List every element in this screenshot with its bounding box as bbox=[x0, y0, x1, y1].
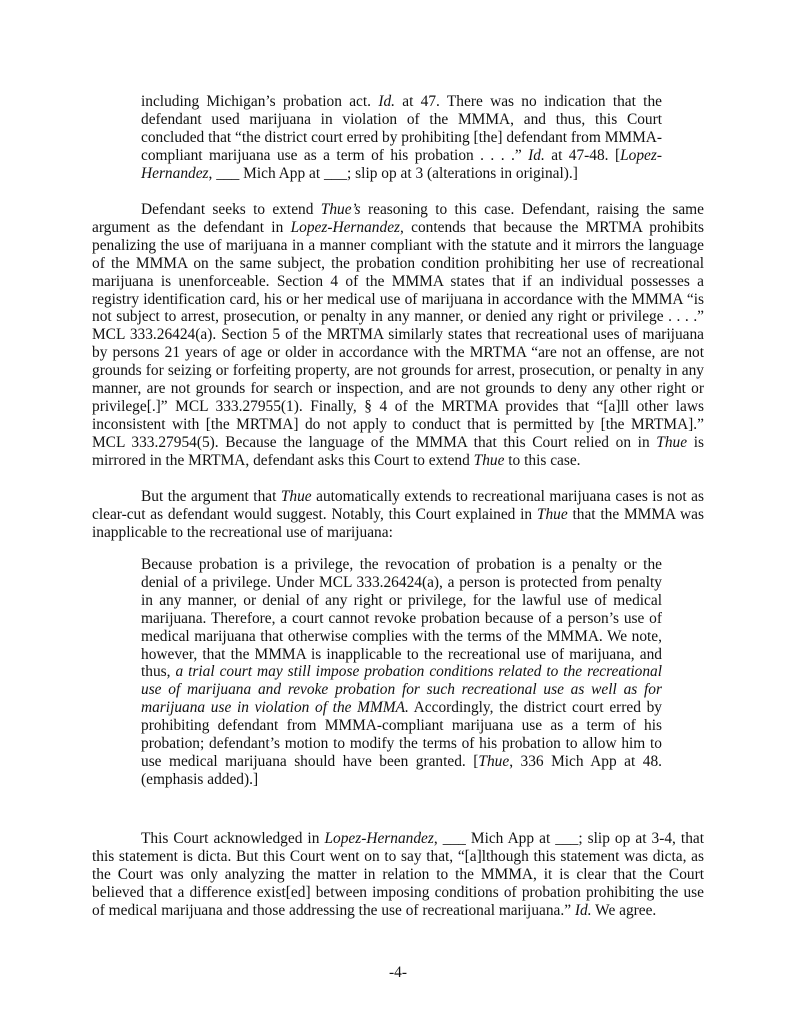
text-run: But the argument that bbox=[141, 488, 281, 505]
italic-text-run: a trial court may still impose probation conditions related to the recreational use of marijuana and revoke probation for such recreational use as well as for marijuana use in violation of the MMMA. bbox=[141, 663, 663, 717]
text-run: that the MMMA was inapplicable to the recreational use of marijuana: bbox=[92, 505, 704, 541]
text-run: is mirrored in the MRTMA, defendant asks this Court to extend bbox=[92, 433, 704, 469]
text-run: This Court acknowledged in bbox=[141, 830, 325, 847]
italic-text-run: Id. bbox=[378, 93, 395, 110]
paragraph-text bbox=[92, 201, 704, 470]
italic-text-run: Thue bbox=[656, 433, 688, 451]
paragraph-text bbox=[92, 488, 704, 542]
quote-paragraph bbox=[141, 556, 662, 789]
italic-text-run: Thue bbox=[280, 488, 312, 505]
text-run: at 47-48. [ bbox=[544, 146, 621, 164]
italic-text-run: Thue’s bbox=[320, 201, 361, 218]
block-quote-lopez-hernandez bbox=[141, 93, 662, 183]
italic-text-run: Thue bbox=[536, 505, 568, 523]
text-run: reasoning to this case. Defendant, raising the same argument as the defendant in bbox=[92, 201, 704, 236]
page-number: -4- bbox=[389, 964, 407, 981]
italic-text-run: Lopez-Hernandez bbox=[290, 218, 401, 236]
italic-text-run: Id. bbox=[528, 146, 545, 164]
text-run: Defendant seeks to extend bbox=[141, 201, 321, 218]
text-run: , contends that because the MRTMA prohibits penalizing the use of marijuana in a manner compliant with the statute and it mirrors the language of the MMMA on the same subject, the probation condition prohibiting her use of recreational marijuana is unenforceable. Section 4 of the MMMA states that if an individual possesses a registry identification card, his or her medical use of marijuana in accordance with the MMMA “is not subject to arrest, prosecution, or penalty in any manner, or denied any right or privilege . . . .” MCL 333.26424(a). Section 5 of the MRTMA similarly states that recreational uses of marijuana by persons 21 years of age or older in accordance with the MRTMA “are not an offense, are not grounds for seizing or forfeiting property, are not grounds for arrest, prosecution, or penalty in any manner, are not grounds for search or inspection, and are not grounds to deny any other right or privilege[.]” MCL 333.27955(1). Finally, § 4 of the MRTMA provides that “[a]ll other laws inconsistent with [the MRTMA] do not apply to conduct that is permitted by [the MRTMA].” MCL 333.27954(5). Because the language of the MMMA that this Court relied on in bbox=[92, 218, 705, 451]
italic-text-run: Lopez-Hernandez bbox=[324, 830, 434, 847]
italic-text-run: Thue bbox=[473, 451, 505, 469]
body-paragraph-3 bbox=[92, 830, 704, 920]
paragraph-text bbox=[92, 830, 704, 920]
text-run: automatically extends to recreational marijuana cases is not as clear-cut as defendant would suggest. Notably, this Court explained in bbox=[92, 488, 704, 523]
quote-paragraph bbox=[141, 93, 662, 183]
text-run: We agree. bbox=[591, 901, 657, 919]
text-run: including Michigan’s probation act. bbox=[141, 93, 379, 110]
text-run: , ___ Mich App at ___; slip op at 3 (alterations in original).] bbox=[208, 164, 578, 182]
text-run: , 336 Mich App at 48. (emphasis added).] bbox=[141, 752, 662, 788]
text-run: , ___ Mich App at ___; slip op at 3-4, that this statement is dicta. But this Court went on to say that, “[a]lthough this statement was dicta, as the Court was only analyzing the matter in relation to the MMMA, it is clear that the Court believed that a difference exist[ed] between imposing conditions of probation prohibiting the use of medical marijuana and those addressing the use of recreational marijuana.” bbox=[92, 830, 704, 919]
text-run: to this case. bbox=[504, 451, 581, 469]
italic-text-run: Lopez-Hernandez bbox=[141, 146, 662, 182]
text-run: Accordingly, the district court erred by prohibiting defendant from MMMA-compliant marijuana use as a term of his probation; defendant’s motion to modify the terms of his probation to allow him to use medical marijuana should have been granted. [ bbox=[141, 699, 662, 770]
italic-text-run: Thue bbox=[478, 752, 510, 770]
text-run: Because probation is a privilege, the revocation of probation is a penalty or the denial of a privilege. Under MCL 333.26424(a), a person is protected from penalty in any manner, or denial of any right or privilege, for the lawful use of medical marijuana. Therefore, a court cannot revoke probation because of a person’s use of medical marijuana that otherwise complies with the terms of the MMMA. We note, however, that the MMMA is inapplicable to the recreational use of marijuana, and thus, bbox=[141, 556, 662, 681]
body-paragraph-2 bbox=[92, 488, 704, 542]
italic-text-run: Id. bbox=[574, 901, 592, 919]
block-quote-thue bbox=[141, 556, 662, 789]
body-paragraph-1 bbox=[92, 201, 704, 470]
text-run: at 47. There was no indication that the defendant used marijuana in violation of the MMMA, and thus, this Court concluded that “the district court erred by prohibiting [the] defendant from MMMA-compliant marijuana use as a term of his probation . . . .” bbox=[141, 93, 662, 164]
